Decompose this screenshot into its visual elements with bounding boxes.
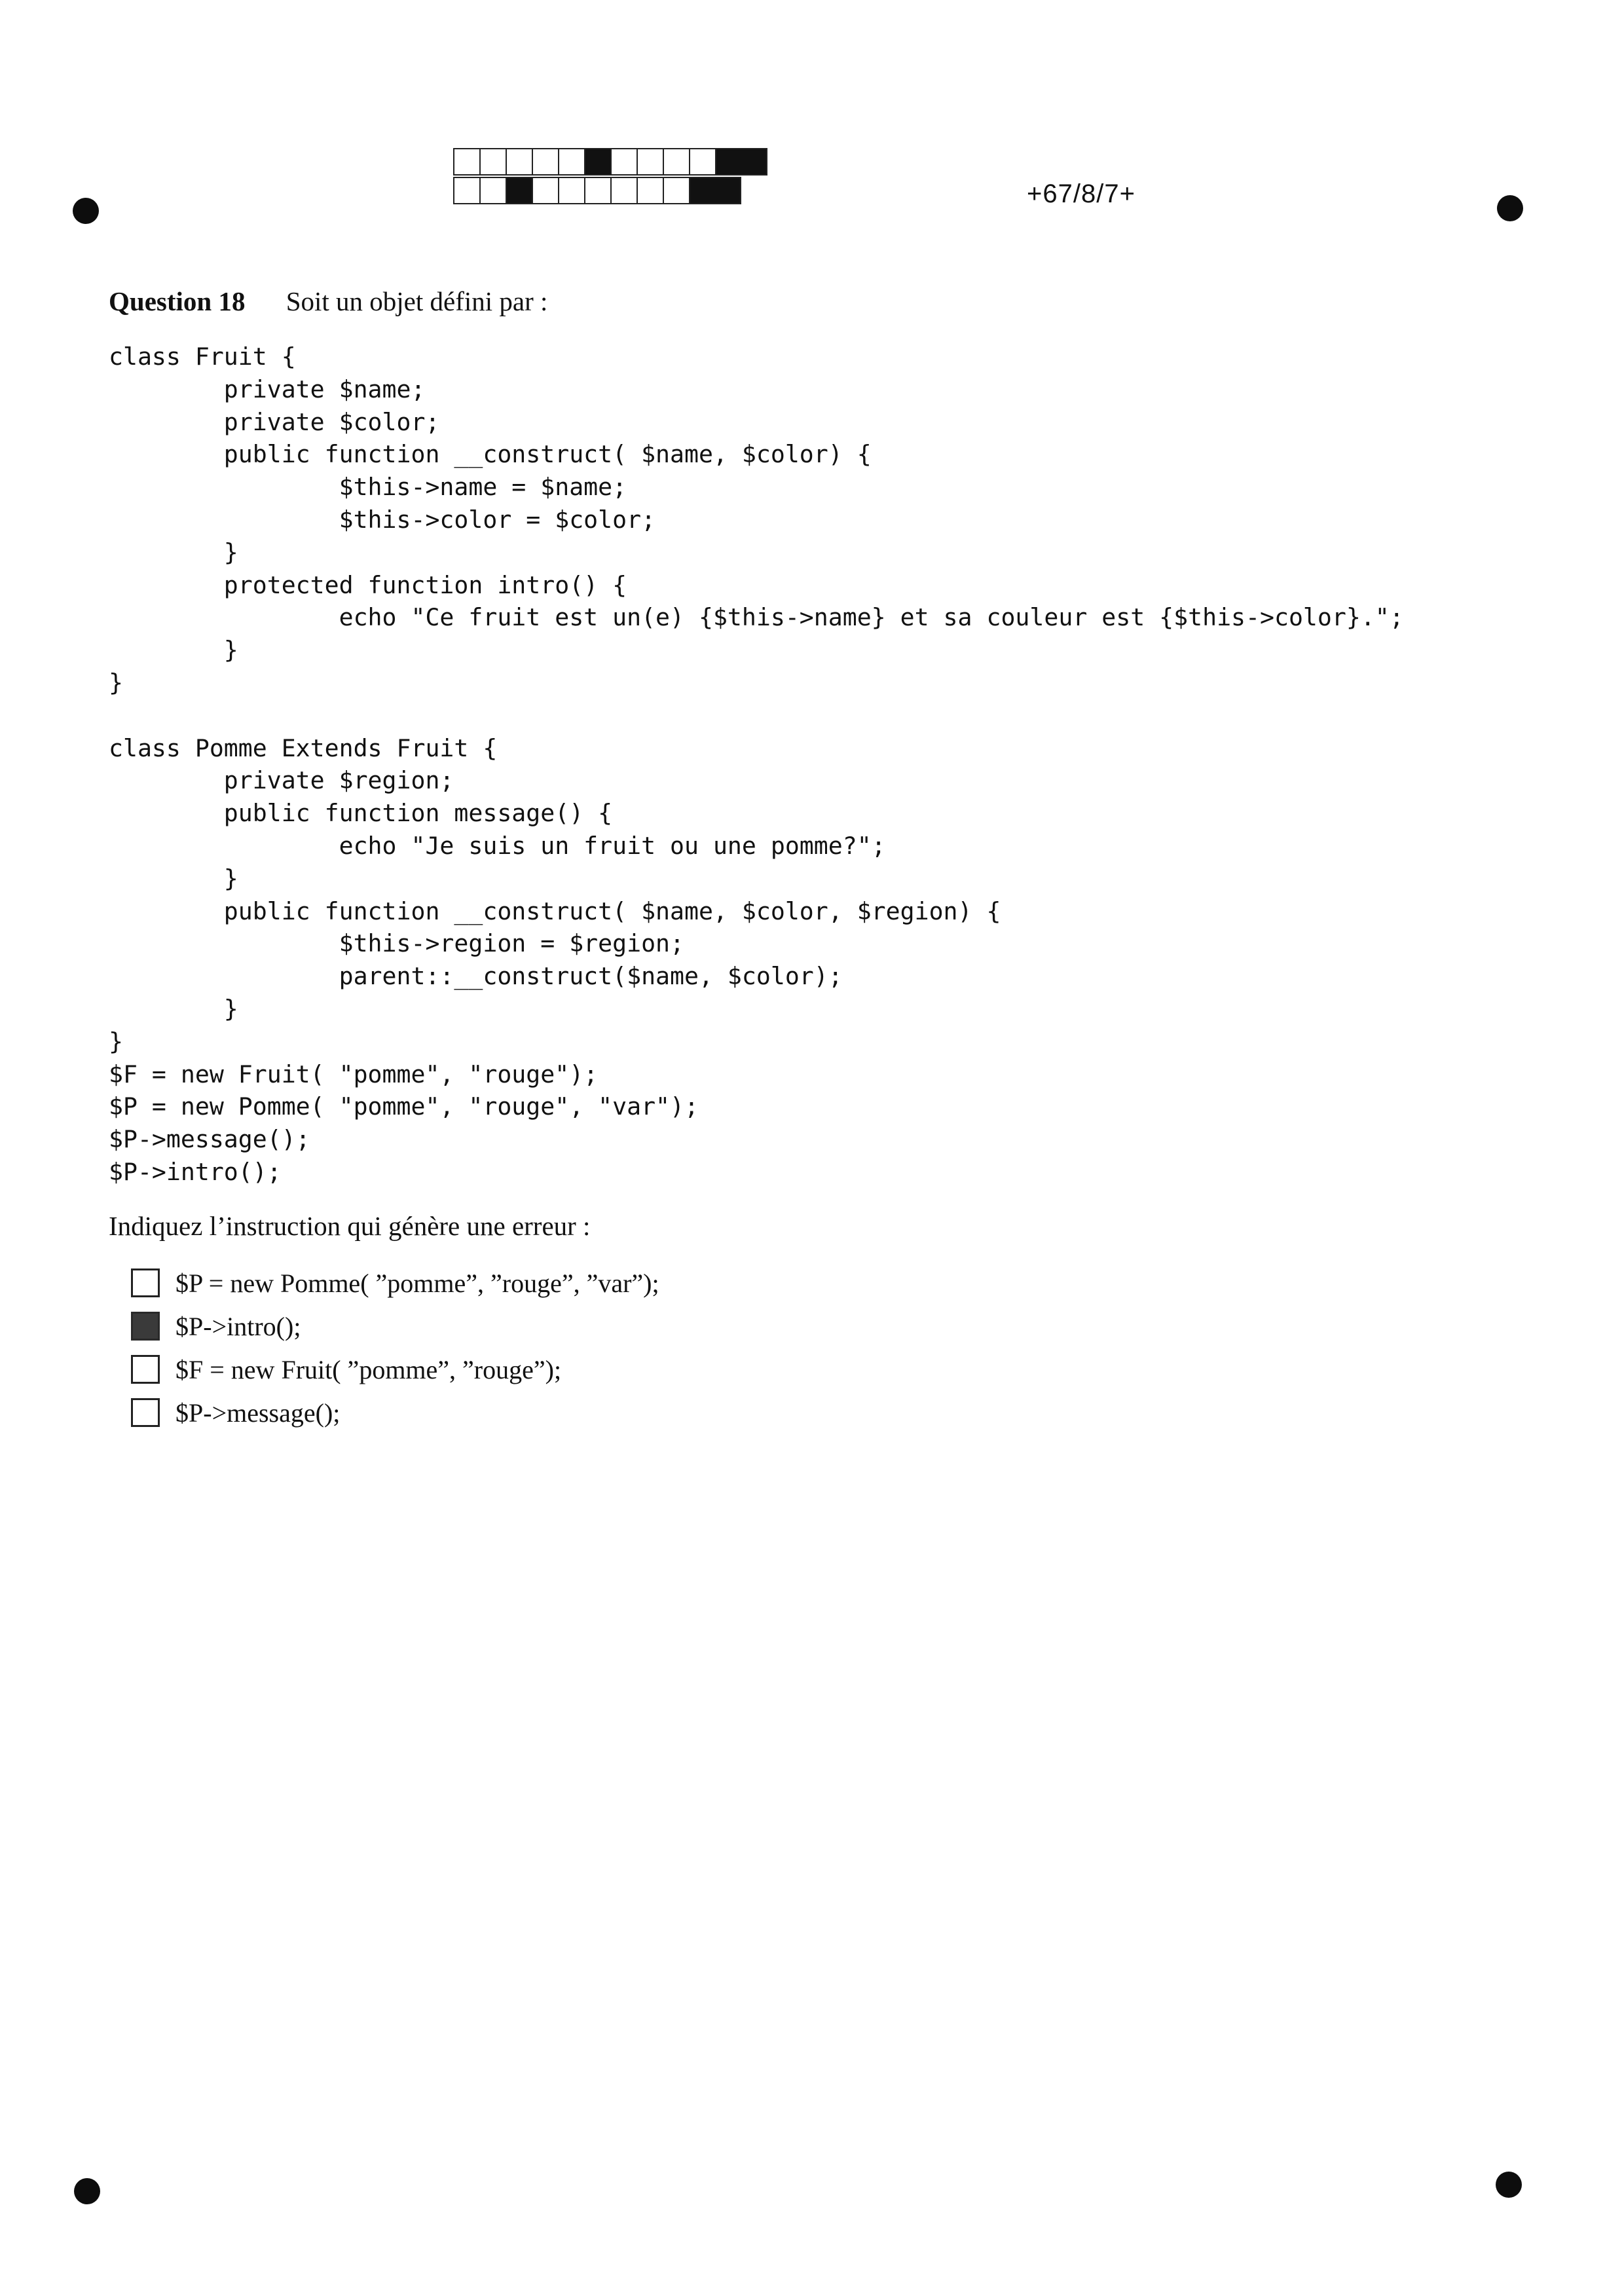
barcode-cell — [479, 177, 507, 204]
barcode-cell — [558, 177, 585, 204]
page-barcode — [453, 148, 767, 203]
registration-mark-top-left — [73, 198, 99, 224]
answer-label: $P->intro(); — [175, 1311, 301, 1341]
barcode-cell — [637, 148, 664, 176]
answer-checkbox[interactable] — [131, 1268, 160, 1297]
barcode-cell — [663, 148, 690, 176]
barcode-cell — [453, 148, 481, 176]
answer-list — [131, 1261, 659, 1434]
barcode-cell — [689, 148, 716, 176]
question-header — [109, 286, 547, 317]
barcode-cell — [558, 148, 585, 176]
barcode-cell — [663, 177, 690, 204]
registration-mark-bottom-left — [74, 2178, 100, 2204]
registration-mark-bottom-right — [1496, 2172, 1522, 2198]
answer-option[interactable] — [131, 1348, 659, 1391]
barcode-cell — [610, 177, 638, 204]
barcode-cell — [453, 177, 481, 204]
answer-checkbox[interactable] — [131, 1355, 160, 1384]
question-instruction: Indiquez l’instruction qui génère une erreur : — [109, 1211, 591, 1241]
barcode-cell — [689, 177, 741, 204]
barcode-row-1 — [453, 148, 767, 174]
barcode-cell — [584, 148, 612, 176]
answer-label: $P = new Pomme( ”pomme”, ”rouge”, ”var”); — [175, 1268, 659, 1298]
barcode-cell — [506, 177, 533, 204]
code-block: class Fruit { private $name; private $color; public function __construct( $name, $color) { $this->name = $name; $this->color = $color; } protected function intro() { echo "Ce fruit est un(e) {$this->name} et sa couleur est {$this->color}."; } } class Pomme Extends Fruit { private $region; public function message() { echo "Je suis un fruit ou une pomme?"; } public function __construct( $name, $color, $region) { $this->region = $region; parent::__construct($name, $color); } } $F = new Fruit( "pomme", "rouge"); $P = new Pomme( "pomme", "rouge", "var"); $P->message(); $P->intro(); — [109, 343, 1404, 1186]
answer-option[interactable] — [131, 1261, 659, 1305]
answer-checkbox[interactable] — [131, 1398, 160, 1427]
answer-option[interactable] — [131, 1305, 659, 1348]
barcode-cell — [715, 148, 767, 176]
answer-option[interactable] — [131, 1391, 659, 1434]
barcode-cell — [610, 148, 638, 176]
answer-checkbox[interactable] — [131, 1312, 160, 1341]
answer-label: $P->message(); — [175, 1398, 341, 1428]
barcode-cell — [532, 148, 559, 176]
barcode-cell — [532, 177, 559, 204]
question-label: Question 18 — [109, 286, 246, 316]
registration-mark-top-right — [1497, 195, 1523, 221]
answer-label: $F = new Fruit( ”pomme”, ”rouge”); — [175, 1354, 562, 1384]
barcode-cell — [506, 148, 533, 176]
barcode-cell — [584, 177, 612, 204]
question-prompt: Soit un objet défini par : — [286, 286, 548, 316]
barcode-row-2 — [453, 177, 767, 203]
barcode-cell — [637, 177, 664, 204]
barcode-cell — [479, 148, 507, 176]
page-id: +67/8/7+ — [1027, 179, 1135, 208]
